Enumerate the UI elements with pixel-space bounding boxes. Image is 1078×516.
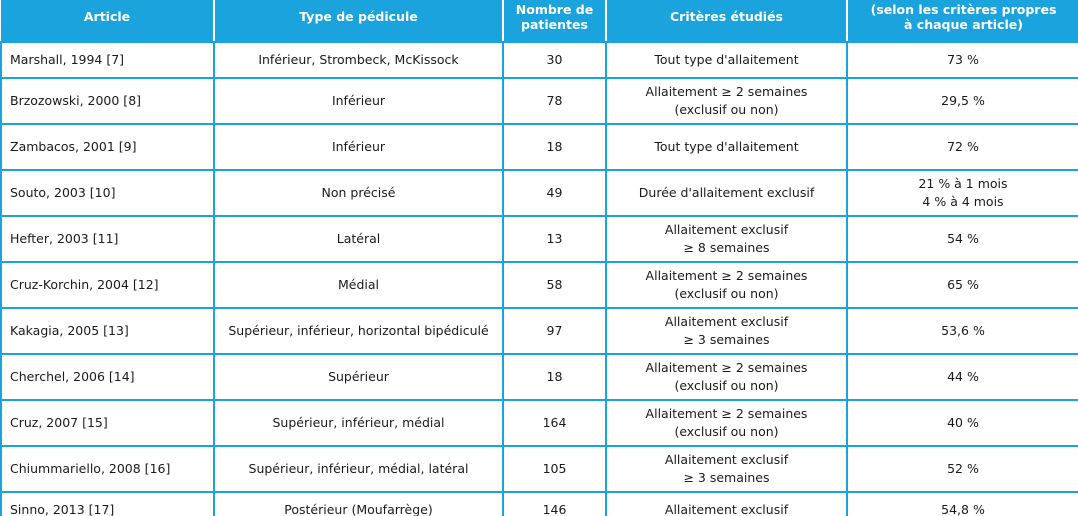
- cell-criteria: [606, 492, 847, 516]
- cell-criteria: [606, 400, 847, 446]
- table-row: [1, 492, 1078, 516]
- table-row: [1, 308, 1078, 354]
- cell-rate-line: 72 %: [947, 139, 979, 154]
- cell-rate: [847, 354, 1078, 400]
- cell-article: Cruz, 2007 [15]: [1, 400, 214, 446]
- cell-patients: 78: [503, 78, 606, 124]
- cell-patients: 13: [503, 216, 606, 262]
- cell-article: Cherchel, 2006 [14]: [1, 354, 214, 400]
- cell-criteria: [606, 308, 847, 354]
- cell-rate: [847, 170, 1078, 216]
- cell-criteria-line: Tout type d'allaitement: [654, 139, 799, 154]
- cell-pedicle-type: Non précisé: [214, 170, 503, 216]
- cell-criteria-line: (exclusif ou non): [674, 102, 779, 117]
- cell-patients: 164: [503, 400, 606, 446]
- table-row: [1, 354, 1078, 400]
- cell-criteria-line: ≥ 3 semaines: [683, 470, 770, 485]
- table-body: [1, 42, 1078, 516]
- cell-criteria-line: (exclusif ou non): [674, 378, 779, 393]
- cell-rate-line: 44 %: [947, 369, 979, 384]
- cell-patients: 30: [503, 42, 606, 78]
- cell-criteria: [606, 124, 847, 170]
- cell-article: Hefter, 2003 [11]: [1, 216, 214, 262]
- cell-pedicle-type: Inférieur: [214, 78, 503, 124]
- cell-pedicle-type: Latéral: [214, 216, 503, 262]
- header-rate-line: (selon les critères propres: [870, 1, 1057, 17]
- cell-patients: 58: [503, 262, 606, 308]
- header-patients: [503, 0, 606, 42]
- cell-article: Cruz-Korchin, 2004 [12]: [1, 262, 214, 308]
- header-article: Article: [1, 0, 214, 42]
- cell-criteria-line: (exclusif ou non): [674, 286, 779, 301]
- cell-rate: [847, 78, 1078, 124]
- header-rate-line: à chaque article): [904, 16, 1023, 32]
- cell-rate-line: 54,8 %: [941, 502, 985, 516]
- cell-criteria: [606, 42, 847, 78]
- cell-rate: [847, 400, 1078, 446]
- table-row: [1, 170, 1078, 216]
- cell-patients: 105: [503, 446, 606, 492]
- cell-pedicle-type: Supérieur, inférieur, médial, latéral: [214, 446, 503, 492]
- cell-rate-line: 73 %: [947, 52, 979, 67]
- table-row: [1, 400, 1078, 446]
- cell-article: Chiummariello, 2008 [16]: [1, 446, 214, 492]
- cell-pedicle-type: Postérieur (Moufarrège): [214, 492, 503, 516]
- cell-patients: 97: [503, 308, 606, 354]
- cell-rate: [847, 216, 1078, 262]
- cell-article: Zambacos, 2001 [9]: [1, 124, 214, 170]
- cell-rate-line: 53,6 %: [941, 323, 985, 338]
- cell-rate-line: 65 %: [947, 277, 979, 292]
- cell-patients: 146: [503, 492, 606, 516]
- cell-pedicle-type: Supérieur, inférieur, horizontal bipédiculé: [214, 308, 503, 354]
- cell-pedicle-type: Inférieur, Strombeck, McKissock: [214, 42, 503, 78]
- table-row: [1, 446, 1078, 492]
- cell-criteria: [606, 354, 847, 400]
- cell-criteria-line: Allaitement ≥ 2 semaines: [645, 406, 808, 421]
- cell-criteria-line: Allaitement ≥ 2 semaines: [645, 84, 808, 99]
- cell-pedicle-type: Médial: [214, 262, 503, 308]
- cell-rate: [847, 492, 1078, 516]
- cell-criteria-line: ≥ 8 semaines: [683, 240, 770, 255]
- header-pedicle-type: Type de pédicule: [214, 0, 503, 42]
- table-header: [1, 0, 1078, 42]
- table-row: [1, 216, 1078, 262]
- header-rate: [847, 0, 1078, 42]
- cell-article: Brzozowski, 2000 [8]: [1, 78, 214, 124]
- cell-rate: [847, 124, 1078, 170]
- cell-patients: 18: [503, 354, 606, 400]
- cell-criteria-line: Allaitement exclusif: [664, 452, 789, 467]
- cell-criteria-line: Allaitement exclusif: [664, 502, 789, 516]
- table-row: [1, 78, 1078, 124]
- cell-criteria-line: ≥ 3 semaines: [683, 332, 770, 347]
- cell-rate-line: 4 % à 4 mois: [922, 194, 1004, 209]
- header-row: [1, 0, 1078, 42]
- cell-patients: 49: [503, 170, 606, 216]
- cell-criteria-line: Allaitement ≥ 2 semaines: [645, 360, 808, 375]
- cell-pedicle-type: Supérieur, inférieur, médial: [214, 400, 503, 446]
- cell-criteria-line: Allaitement exclusif: [664, 314, 789, 329]
- table-row: [1, 42, 1078, 78]
- cell-criteria-line: Allaitement exclusif: [664, 222, 789, 237]
- cell-criteria-line: Allaitement ≥ 2 semaines: [645, 268, 808, 283]
- cell-rate-line: 54 %: [947, 231, 979, 246]
- cell-pedicle-type: Inférieur: [214, 124, 503, 170]
- cell-criteria: [606, 170, 847, 216]
- cell-article: Kakagia, 2005 [13]: [1, 308, 214, 354]
- cell-criteria: [606, 446, 847, 492]
- cell-criteria: [606, 78, 847, 124]
- cell-pedicle-type: Supérieur: [214, 354, 503, 400]
- cell-criteria: [606, 262, 847, 308]
- header-criteria: Critères étudiés: [606, 0, 847, 42]
- cell-criteria-line: Durée d'allaitement exclusif: [638, 185, 815, 200]
- cell-criteria-line: Tout type d'allaitement: [654, 52, 799, 67]
- cell-rate: [847, 308, 1078, 354]
- cell-rate-line: 21 % à 1 mois: [918, 176, 1008, 191]
- cell-patients: 18: [503, 124, 606, 170]
- cell-article: Marshall, 1994 [7]: [1, 42, 214, 78]
- cell-article: Sinno, 2013 [17]: [1, 492, 214, 516]
- cell-rate-line: 29,5 %: [941, 93, 985, 108]
- cell-rate: [847, 42, 1078, 78]
- cell-rate-line: 52 %: [947, 461, 979, 476]
- table-row: [1, 124, 1078, 170]
- cell-rate-line: 40 %: [947, 415, 979, 430]
- cell-criteria-line: (exclusif ou non): [674, 424, 779, 439]
- cell-article: Souto, 2003 [10]: [1, 170, 214, 216]
- table-row: [1, 262, 1078, 308]
- header-patients-line: Nombre de: [515, 1, 594, 17]
- header-patients-line: patientes: [521, 16, 588, 32]
- cell-rate: [847, 446, 1078, 492]
- cell-criteria: [606, 216, 847, 262]
- cell-rate: [847, 262, 1078, 308]
